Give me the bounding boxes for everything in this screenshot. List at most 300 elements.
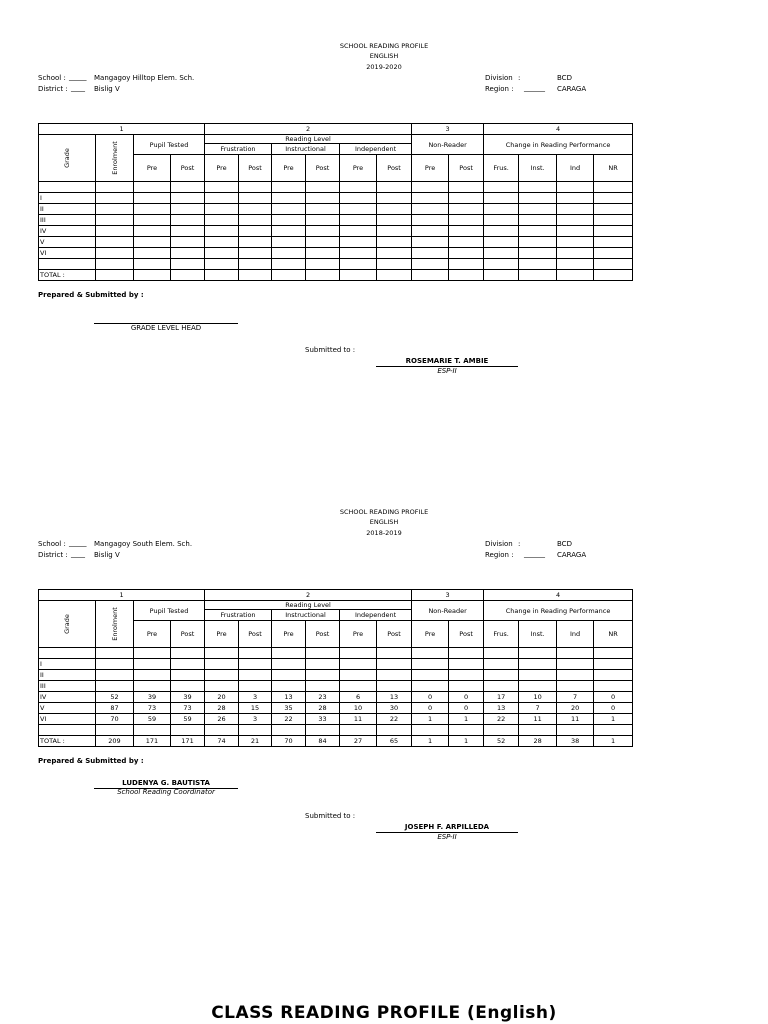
table-cell: 0 xyxy=(412,692,449,703)
table-row xyxy=(39,714,633,725)
table-cell: 0 xyxy=(449,692,484,703)
table-cell xyxy=(557,204,594,215)
table-cell xyxy=(412,248,449,259)
table-cell xyxy=(134,248,171,259)
column-number-row xyxy=(39,590,633,601)
table-cell xyxy=(412,259,449,270)
table-cell xyxy=(594,237,633,248)
sub-header: Pre xyxy=(340,155,377,182)
reading-profile-table xyxy=(38,123,633,281)
table-cell xyxy=(557,259,594,270)
table-cell: 3 xyxy=(239,692,272,703)
prepared-label: Prepared & Submitted by : xyxy=(38,757,144,765)
table-cell xyxy=(306,259,340,270)
table-cell xyxy=(449,182,484,193)
table-cell xyxy=(484,248,519,259)
table-cell xyxy=(594,648,633,659)
table-cell xyxy=(340,204,377,215)
table-cell xyxy=(306,725,340,736)
table-cell xyxy=(412,204,449,215)
sub-header: Post xyxy=(239,621,272,648)
col-number: 4 xyxy=(484,124,633,135)
profile-year: 2018-2019 xyxy=(366,529,402,537)
grade-cell: IV xyxy=(39,692,96,703)
preparer-role: GRADE LEVEL HEAD xyxy=(130,324,202,332)
division-colon: : xyxy=(518,74,521,82)
region-value: CARAGA xyxy=(557,85,587,93)
table-cell xyxy=(557,681,594,692)
sub-header: NR xyxy=(594,621,633,648)
table-body xyxy=(39,648,633,747)
table-cell xyxy=(377,215,412,226)
grade-cell: III xyxy=(39,681,96,692)
table-cell: 23 xyxy=(306,692,340,703)
table-cell xyxy=(484,259,519,270)
table-cell xyxy=(134,270,171,281)
table-cell xyxy=(96,648,134,659)
table-body xyxy=(39,182,633,281)
school-value: Mangagoy South Elem. Sch. xyxy=(94,540,193,548)
table-cell xyxy=(205,259,239,270)
table-cell xyxy=(557,237,594,248)
sub-header: Frus. xyxy=(484,155,519,182)
table-cell xyxy=(272,204,306,215)
table-cell xyxy=(306,670,340,681)
table-cell xyxy=(484,270,519,281)
table-cell: 209 xyxy=(96,736,134,747)
table-cell xyxy=(205,215,239,226)
table-cell xyxy=(484,670,519,681)
independent-header: Independent xyxy=(340,610,412,621)
table-cell xyxy=(594,259,633,270)
col-number: 3 xyxy=(412,590,484,601)
sub-header: Post xyxy=(306,621,340,648)
table-cell xyxy=(239,193,272,204)
table-cell xyxy=(412,270,449,281)
region-blank: ______ xyxy=(524,84,545,92)
profile-year: 2019-2020 xyxy=(366,63,402,71)
table-cell xyxy=(594,226,633,237)
pupil-tested-header: Pupil Tested xyxy=(134,135,205,155)
table-cell xyxy=(449,648,484,659)
table-cell xyxy=(594,215,633,226)
district-label: District : xyxy=(38,551,68,559)
sub-header: Pre xyxy=(205,155,239,182)
table-cell xyxy=(134,259,171,270)
table-cell: 7 xyxy=(557,692,594,703)
table-cell xyxy=(171,670,205,681)
table-cell xyxy=(205,193,239,204)
table-cell xyxy=(205,648,239,659)
table-cell xyxy=(449,248,484,259)
table-cell xyxy=(519,193,557,204)
table-cell xyxy=(205,270,239,281)
frustration-header: Frustration xyxy=(205,144,272,155)
table-cell xyxy=(306,648,340,659)
sub-header: Post xyxy=(171,155,205,182)
table-cell xyxy=(519,248,557,259)
table-cell: 11 xyxy=(519,714,557,725)
sub-header: Pre xyxy=(340,621,377,648)
sub-header: Inst. xyxy=(519,155,557,182)
grade-cell xyxy=(39,725,96,736)
table-cell xyxy=(239,182,272,193)
table-cell xyxy=(449,237,484,248)
table-cell xyxy=(594,270,633,281)
table-cell xyxy=(594,659,633,670)
table-cell: 11 xyxy=(557,714,594,725)
grade-cell: II xyxy=(39,204,96,215)
region-label: Region : xyxy=(485,551,514,559)
grade-cell: V xyxy=(39,237,96,248)
table-cell xyxy=(340,215,377,226)
table-cell xyxy=(519,659,557,670)
preparer-name: LUDENYA G. BAUTISTA xyxy=(122,779,210,787)
table-cell: 0 xyxy=(594,703,633,714)
table-cell: 22 xyxy=(272,714,306,725)
division-label: Division xyxy=(485,540,513,548)
sub-header: NR xyxy=(594,155,633,182)
table-cell: 73 xyxy=(171,703,205,714)
division-colon: : xyxy=(518,540,521,548)
table-cell xyxy=(449,670,484,681)
enrolment-header: Enrolment xyxy=(96,135,134,182)
table-cell xyxy=(340,193,377,204)
table-cell: 28 xyxy=(519,736,557,747)
table-cell xyxy=(519,670,557,681)
table-cell: 0 xyxy=(449,703,484,714)
grade-cell xyxy=(39,259,96,270)
table-cell xyxy=(594,725,633,736)
table-cell xyxy=(239,215,272,226)
table-cell xyxy=(171,259,205,270)
table-cell: 7 xyxy=(519,703,557,714)
table-cell xyxy=(134,648,171,659)
table-cell xyxy=(171,193,205,204)
table-cell xyxy=(377,648,412,659)
table-cell xyxy=(272,193,306,204)
grade-cell xyxy=(39,182,96,193)
table-cell xyxy=(306,204,340,215)
profile-subject: ENGLISH xyxy=(369,52,399,60)
table-row xyxy=(39,259,633,270)
table-cell xyxy=(134,193,171,204)
table-cell xyxy=(484,659,519,670)
col-number: 1 xyxy=(39,590,205,601)
table-cell xyxy=(171,182,205,193)
independent-header: Independent xyxy=(340,144,412,155)
table-cell xyxy=(377,725,412,736)
group-header-row xyxy=(39,135,633,144)
sub-header: Ind xyxy=(557,621,594,648)
sub-header: Post xyxy=(377,155,412,182)
table-cell xyxy=(96,237,134,248)
table-row xyxy=(39,193,633,204)
table-cell xyxy=(377,193,412,204)
table-cell xyxy=(449,259,484,270)
district-value: Bislig V xyxy=(94,85,120,93)
table-cell xyxy=(377,670,412,681)
table-cell xyxy=(484,237,519,248)
recipient-role: ESP-II xyxy=(437,833,457,841)
table-cell xyxy=(484,193,519,204)
table-cell xyxy=(484,215,519,226)
table-cell: 27 xyxy=(340,736,377,747)
table-cell xyxy=(272,237,306,248)
sub-header: Ind xyxy=(557,155,594,182)
table-cell xyxy=(134,226,171,237)
table-cell xyxy=(171,248,205,259)
table-cell xyxy=(412,226,449,237)
table-cell xyxy=(519,237,557,248)
table-row xyxy=(39,659,633,670)
table-cell xyxy=(96,215,134,226)
table-cell xyxy=(412,182,449,193)
table-cell xyxy=(449,681,484,692)
table-cell xyxy=(96,226,134,237)
sub-header: Post xyxy=(377,621,412,648)
col-number: 3 xyxy=(412,124,484,135)
col-number: 4 xyxy=(484,590,633,601)
table-cell: 1 xyxy=(594,714,633,725)
table-cell xyxy=(340,237,377,248)
sub-header: Frus. xyxy=(484,621,519,648)
table-cell: 10 xyxy=(519,692,557,703)
table-cell xyxy=(340,681,377,692)
table-cell xyxy=(171,226,205,237)
table-cell xyxy=(272,681,306,692)
profile-title: SCHOOL READING PROFILE xyxy=(339,508,429,516)
sub-header: Post xyxy=(449,621,484,648)
table-cell: 30 xyxy=(377,703,412,714)
table-cell xyxy=(171,648,205,659)
table-cell: 39 xyxy=(134,692,171,703)
total-label: TOTAL : xyxy=(39,736,96,747)
table-cell xyxy=(340,182,377,193)
table-cell xyxy=(205,248,239,259)
table-cell: 1 xyxy=(449,714,484,725)
table-cell xyxy=(340,226,377,237)
table-cell xyxy=(519,259,557,270)
table-cell: 11 xyxy=(340,714,377,725)
preparer-role: School Reading Coordinator xyxy=(117,788,215,796)
table-cell xyxy=(171,681,205,692)
grade-cell: III xyxy=(39,215,96,226)
table-cell: 74 xyxy=(205,736,239,747)
prepared-label: Prepared & Submitted by : xyxy=(38,291,144,299)
table-row xyxy=(39,237,633,248)
table-row xyxy=(39,248,633,259)
table-cell xyxy=(340,725,377,736)
table-cell xyxy=(96,270,134,281)
table-cell: 84 xyxy=(306,736,340,747)
table-cell xyxy=(306,270,340,281)
table-cell xyxy=(377,226,412,237)
table-cell xyxy=(272,215,306,226)
grade-cell: V xyxy=(39,703,96,714)
change-header: Change in Reading Performance xyxy=(484,135,633,155)
table-cell xyxy=(272,270,306,281)
grade-cell: IV xyxy=(39,226,96,237)
table-cell xyxy=(594,681,633,692)
table-cell xyxy=(449,193,484,204)
table-cell xyxy=(239,248,272,259)
table-cell xyxy=(377,237,412,248)
table-cell xyxy=(484,226,519,237)
school-label: School : xyxy=(38,540,66,548)
table-cell xyxy=(306,659,340,670)
table-cell xyxy=(484,725,519,736)
table-cell xyxy=(594,248,633,259)
table-cell: 21 xyxy=(239,736,272,747)
table-cell xyxy=(449,659,484,670)
division-value: BCD xyxy=(557,540,572,548)
school-value: Mangagoy Hilltop Elem. Sch. xyxy=(94,74,195,82)
table-row xyxy=(39,670,633,681)
table-cell xyxy=(377,270,412,281)
table-cell xyxy=(96,248,134,259)
table-cell xyxy=(594,193,633,204)
profile-subject: ENGLISH xyxy=(369,518,399,526)
grade-cell xyxy=(39,648,96,659)
district-blank: ____ xyxy=(71,84,85,92)
table-cell xyxy=(449,215,484,226)
table-cell: 87 xyxy=(96,703,134,714)
total-label: TOTAL : xyxy=(39,270,96,281)
table-cell xyxy=(412,215,449,226)
table-row xyxy=(39,215,633,226)
region-blank: ______ xyxy=(524,550,545,558)
table-cell xyxy=(484,648,519,659)
table-cell: 26 xyxy=(205,714,239,725)
recipient-role: ESP-II xyxy=(437,367,457,375)
table-cell: 13 xyxy=(272,692,306,703)
table-cell xyxy=(306,681,340,692)
table-cell: 171 xyxy=(171,736,205,747)
table-cell xyxy=(205,237,239,248)
table-cell xyxy=(96,204,134,215)
table-cell xyxy=(205,182,239,193)
table-cell: 33 xyxy=(306,714,340,725)
total-row xyxy=(39,270,633,281)
frustration-header: Frustration xyxy=(205,610,272,621)
table-cell xyxy=(449,204,484,215)
table-cell xyxy=(205,670,239,681)
sub-header: Post xyxy=(171,621,205,648)
table-cell xyxy=(306,215,340,226)
table-cell xyxy=(377,659,412,670)
table-cell: 6 xyxy=(340,692,377,703)
table-row xyxy=(39,204,633,215)
table-cell xyxy=(272,259,306,270)
division-label: Division xyxy=(485,74,513,82)
district-label: District : xyxy=(38,85,68,93)
table-cell xyxy=(412,659,449,670)
table-cell xyxy=(272,648,306,659)
pupil-tested-header: Pupil Tested xyxy=(134,601,205,621)
table-cell xyxy=(557,648,594,659)
non-reader-header: Non-Reader xyxy=(412,135,484,155)
table-cell xyxy=(449,725,484,736)
table-cell: 38 xyxy=(557,736,594,747)
table-cell xyxy=(557,670,594,681)
table-cell: 52 xyxy=(484,736,519,747)
table-cell xyxy=(412,648,449,659)
sub-header: Post xyxy=(306,155,340,182)
table-cell xyxy=(96,670,134,681)
profile-title: SCHOOL READING PROFILE xyxy=(339,42,429,50)
table-cell: 17 xyxy=(484,692,519,703)
sub-header: Pre xyxy=(412,621,449,648)
table-cell xyxy=(239,725,272,736)
submitted-to-label: Submitted to : xyxy=(305,346,356,354)
table-cell: 52 xyxy=(96,692,134,703)
table-cell xyxy=(557,226,594,237)
sub-header: Pre xyxy=(412,155,449,182)
class-reading-profile-title: CLASS READING PROFILE (English) xyxy=(211,1003,557,1023)
table-cell xyxy=(171,215,205,226)
instructional-header: Instructional xyxy=(272,610,340,621)
table-row xyxy=(39,725,633,736)
table-cell xyxy=(171,204,205,215)
table-cell xyxy=(519,648,557,659)
table-cell xyxy=(377,248,412,259)
grade-cell: VI xyxy=(39,248,96,259)
table-cell xyxy=(239,270,272,281)
table-cell xyxy=(306,226,340,237)
table-cell: 10 xyxy=(340,703,377,714)
table-cell xyxy=(557,248,594,259)
table-cell xyxy=(340,259,377,270)
table-cell: 70 xyxy=(272,736,306,747)
table-cell xyxy=(519,215,557,226)
table-cell xyxy=(171,659,205,670)
grade-cell: II xyxy=(39,670,96,681)
grade-cell: I xyxy=(39,193,96,204)
table-cell xyxy=(205,681,239,692)
sub-header: Post xyxy=(239,155,272,182)
reading-level-header: Reading Level xyxy=(205,601,412,610)
table-cell xyxy=(519,725,557,736)
table-cell xyxy=(519,270,557,281)
table-cell xyxy=(306,182,340,193)
table-cell: 59 xyxy=(134,714,171,725)
submitted-to-label: Submitted to : xyxy=(305,812,356,820)
table-cell xyxy=(412,237,449,248)
group-header-row xyxy=(39,601,633,610)
table-row xyxy=(39,703,633,714)
table-cell xyxy=(96,193,134,204)
table-cell xyxy=(557,270,594,281)
table-cell xyxy=(484,204,519,215)
table-cell xyxy=(484,182,519,193)
col-number: 1 xyxy=(39,124,205,135)
sub-header: Pre xyxy=(272,155,306,182)
table-cell xyxy=(340,270,377,281)
table-cell xyxy=(412,193,449,204)
table-cell xyxy=(96,681,134,692)
table-cell: 1 xyxy=(412,736,449,747)
table-cell xyxy=(272,248,306,259)
column-number-row xyxy=(39,124,633,135)
table-cell xyxy=(412,681,449,692)
table-cell xyxy=(134,237,171,248)
change-header: Change in Reading Performance xyxy=(484,601,633,621)
table-cell xyxy=(377,681,412,692)
table-cell: 20 xyxy=(205,692,239,703)
table-cell xyxy=(272,226,306,237)
table-cell xyxy=(557,193,594,204)
